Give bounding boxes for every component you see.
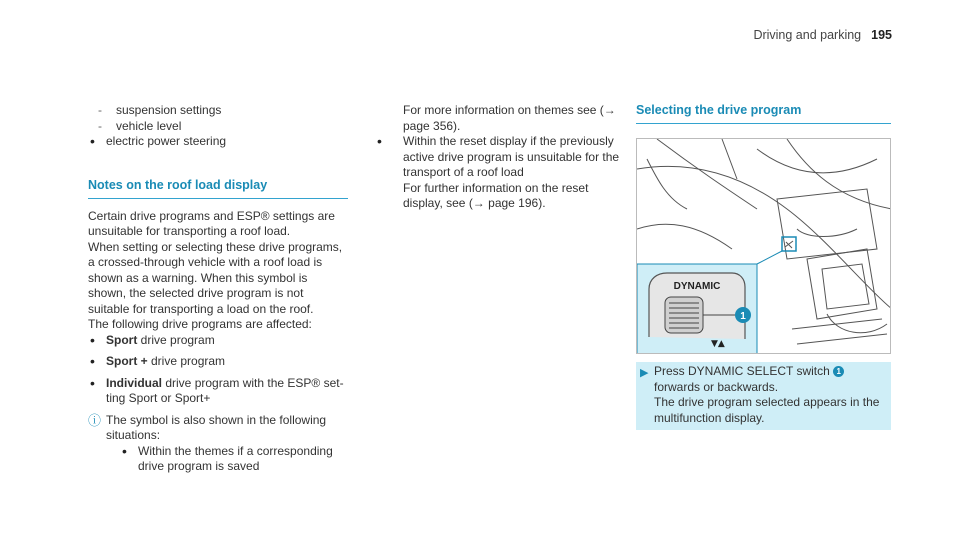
info-icon: ⓘ: [88, 412, 102, 428]
column-right: [636, 103, 891, 430]
section-name: Driving and parking: [753, 28, 862, 42]
list-item: - suspension settings: [88, 103, 348, 119]
arrow-right-icon: ▶: [640, 367, 649, 379]
dynamic-select-illustration: [636, 138, 891, 354]
paragraph: Certain drive programs and ESP® settings are unsuitable for transporting a roof load.: [88, 208, 335, 238]
paragraph: When setting or selecting these drive programs, a crossed-through vehicle with a roof load is shown as a warning. When this symbol is shown, the selected drive program is not suitable for transporting a load on the roof.: [88, 239, 343, 316]
callout-number: 1: [740, 311, 746, 322]
column-left: [88, 103, 348, 475]
list-item: • Within the themes if a corresponding drive program is saved: [106, 444, 348, 475]
instruction: ▶ Press DYNAMIC SELECT switch 1 forwards or backwards. The drive program selected appears in the multifunction display.: [636, 362, 891, 430]
paragraph: For more information on themes see (→ page 356).: [403, 103, 616, 133]
paragraph: For further information on the reset display, see (→ page 196).: [403, 180, 589, 210]
list-item: • Individual drive program with the ESP® set-ting Sport or Sport+: [88, 376, 348, 407]
page-header: [753, 28, 892, 42]
note: ⓘ The symbol is also shown in the following situations:: [88, 412, 327, 442]
list-item: - vehicle level: [88, 119, 348, 135]
section-title: Selecting the drive program: [636, 103, 891, 124]
callout-badge: 1: [833, 366, 844, 377]
list-item: • Within the reset display if the previously active drive program is unsuitable for the transport of a roof load: [375, 134, 630, 181]
arrows-icon: ▼▲: [711, 339, 725, 349]
column-middle: [375, 103, 630, 212]
section-title: Notes on the roof load display: [88, 178, 348, 199]
page-number: 195: [871, 28, 892, 42]
dynamic-label: DYNAMIC: [673, 281, 721, 292]
list-item: • Sport drive program: [88, 333, 348, 349]
list-item: • electric power steering: [88, 134, 348, 150]
list-item: • Sport + drive program: [88, 354, 348, 370]
console-drawing: [637, 139, 891, 354]
paragraph: The following drive programs are affected:: [88, 317, 312, 331]
